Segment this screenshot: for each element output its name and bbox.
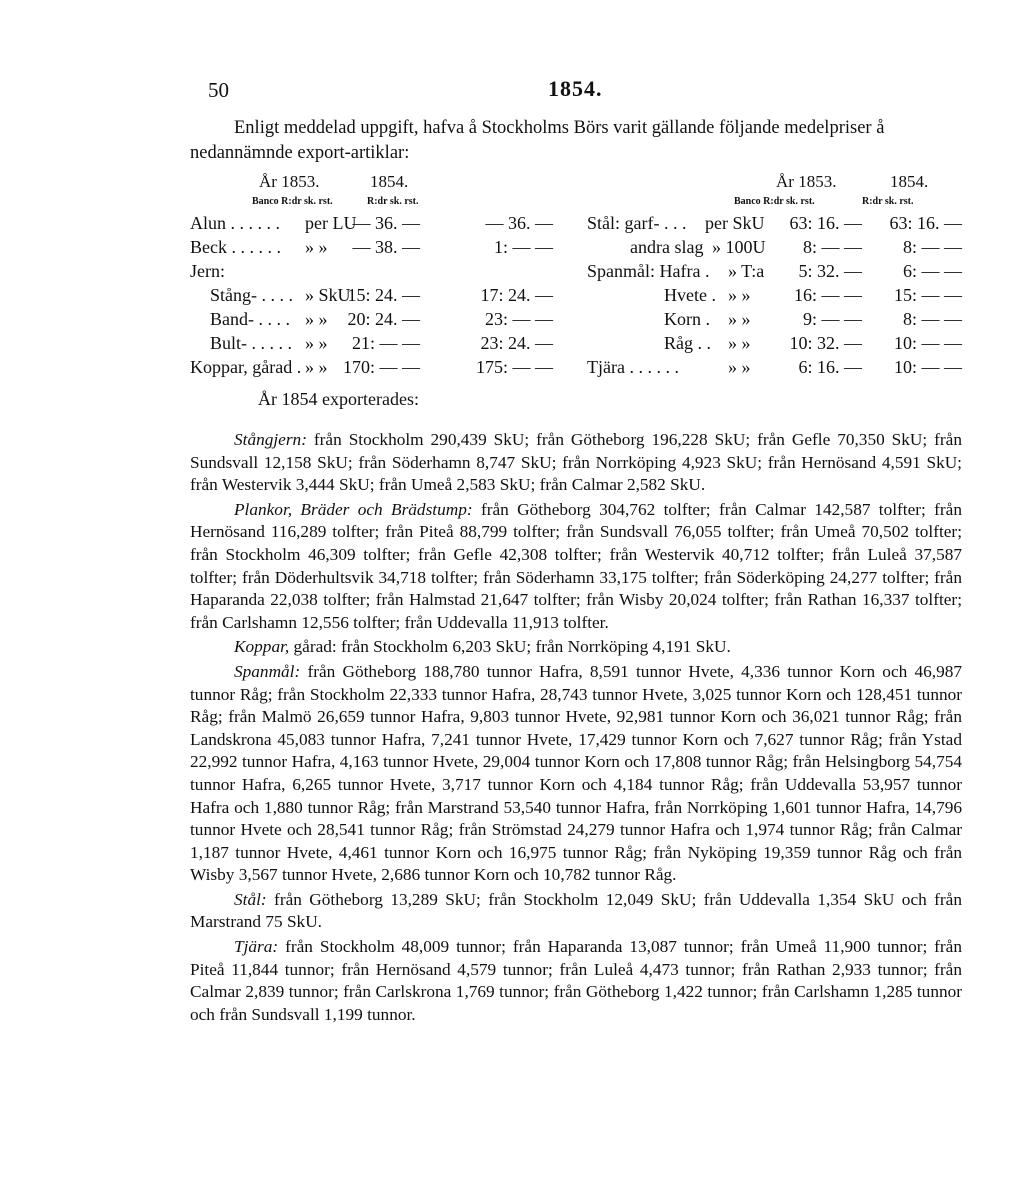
row-price-1853: 16: — — xyxy=(793,285,862,305)
row-price-1854: 10: — — xyxy=(893,357,962,377)
section-lead: Stångjern: xyxy=(234,430,307,449)
left-sub1-header: Banco R:dr sk. rst. xyxy=(252,196,333,207)
row-unit: » » xyxy=(728,333,751,353)
right-sub2-header: R:dr sk. rst. xyxy=(862,196,914,207)
section-text: från Stockholm 290,439 SkU; från Götheborg 196,228 SkU; från Gefle 70,350 SkU; från Sundsvall 12,158 SkU; från Söderhamn 8,747 SkU; från Norrköping 4,923 SkU; från Hernösand 4,591 SkU; från Westervik 3,444 SkU; från Umeå 2,583 SkU; från Calmar 2,582 SkU. xyxy=(190,430,962,495)
section-stangjern xyxy=(190,429,962,497)
section-tjara xyxy=(190,936,962,1026)
row-name: Bult- . . . . . xyxy=(210,333,293,353)
right-sub1-header: Banco R:dr sk. rst. xyxy=(734,196,815,207)
row-price-1854: 23: 24. — xyxy=(480,333,553,353)
row-name: Hvete . xyxy=(664,285,716,305)
row-price-1854: 8: — — xyxy=(902,309,962,329)
row-price-1854: 15: — — xyxy=(893,285,962,305)
row-unit: » » xyxy=(305,237,328,257)
row-name: Band- . . . . xyxy=(210,309,290,329)
row-price-1853: 10: 32. — xyxy=(789,333,862,353)
row-price-1853: 21: — — xyxy=(351,333,420,353)
row-price-1854: — 36. — xyxy=(485,213,553,233)
right-year1-header: År 1853. xyxy=(776,172,837,191)
left-sub2-header: R:dr sk. rst. xyxy=(367,196,419,207)
row-price-1854: 10: — — xyxy=(893,333,962,353)
section-lead: Koppar, xyxy=(234,637,290,657)
row-price-1854: 23: — — xyxy=(484,309,553,329)
row-price-1854: 17: 24. — xyxy=(480,285,553,305)
row-name: Alun . . . . . . xyxy=(190,213,280,233)
page-number: 50 xyxy=(208,78,229,102)
row-unit: per SkU xyxy=(705,213,765,233)
section-text: från Götheborg 188,780 tunnor Hafra, 8,591 tunnor Hvete, 4,336 tunnor Korn och 46,987 tunnor Råg; från Stockholm 22,333 tunnor Hafra, 28,743 tunnor Hvete, 3,025 tunnor Korn och 128,451 tunnor Råg; från Malmö 26,659 tunnor Hafra, 9,803 tunnor Hvete, 92,981 tunnor Korn och 36,021 tunnor Råg; från Landskrona 45,083 tunnor Hafra, 7,241 tunnor Hvete, 17,429 tunnor Korn och 7,627 tunnor Råg; från Ystad 22,992 tunnor Hafra, 4,163 tunnor Hvete, 29,004 tunnor Korn och 17,808 tunnor Råg; från Helsingborg 54,754 tunnor Hafra, 6,265 tunnor Hvete, 3,717 tunnor Korn och 4,184 tunnor Råg; från Uddevalla 53,957 tunnor Hafra och 1,880 tunnor Råg; från Marstrand 53,540 tunnor Hafra, från Norrköping 1,601 tunnor Hafra, 14,796 tunnor Hvete och 28,541 tunnor Råg; från Strömstad 24,279 tunnor Hafra och 1,974 tunnor Råg; från Calmar 1,187 tunnor Hvete, 4,461 tunnor Korn och 16,975 tunnor Råg; från Nyköping 19,359 tunnor Råg och från Wisby 3,567 tunnor Hvete, 2,686 tunnor Korn och 10,782 tunnor Råg. xyxy=(190,661,962,885)
row-unit: » T:a xyxy=(728,261,765,281)
row-unit: » » xyxy=(305,309,328,329)
row-name: andra slag xyxy=(630,237,704,257)
row-unit: » 100U xyxy=(712,237,766,257)
row-price-1853: 170: — — xyxy=(342,357,420,377)
section-text: från Götheborg 304,762 tolfter; från Calmar 142,587 tolfter; från Hernösand 116,289 tolfter; från Piteå 88,799 tolfter; från Sundsvall 76,055 tolfter; från Umeå 70,502 tolfter; från Stockholm 46,309 tolfter; från Gefle 42,308 tolfter; från Westervik 40,712 tolfter; från Luleå 37,587 tolfter; från Döderhultsvik 34,718 tolfter; från Söderhamn 33,175 tolfter; från Söderköping 24,277 tolfter; från Haparanda 22,038 tolfter; från Halmstad 21,647 tolfter; från Wisby 20,024 tolfter; från Rathan 16,337 tolfter; från Carlshamn 12,556 tolfter; från Uddevalla 11,913 tolfter. xyxy=(190,499,962,632)
row-price-1853: 63: 16. — xyxy=(789,213,862,233)
row-unit: » » xyxy=(305,357,328,377)
row-price-1853: 15: 24. — xyxy=(347,285,420,305)
section-text: gårad: från Stockholm 6,203 SkU; från Norrköping 4,191 SkU. xyxy=(289,637,731,657)
row-unit: » » xyxy=(728,357,751,377)
left-year2-header: 1854. xyxy=(370,172,409,191)
row-name: Spanmål: Hafra . xyxy=(587,261,710,281)
section-spanmal xyxy=(190,661,962,887)
row-name: Jern: xyxy=(190,261,225,281)
section-plankor xyxy=(190,499,962,635)
row-price-1853: 9: — — xyxy=(802,309,862,329)
page-year-heading: 1854. xyxy=(548,76,603,101)
row-unit: » » xyxy=(305,333,328,353)
row-price-1853: 8: — — xyxy=(802,237,862,257)
row-price-1854: 1: — — xyxy=(493,237,553,257)
row-name: Beck . . . . . . xyxy=(190,237,281,257)
section-lead: Tjära: xyxy=(234,937,279,957)
section-text: från Stockholm 48,009 tunnor; från Haparanda 13,087 tunnor; från Umeå 11,900 tunnor; från Piteå 11,844 tunnor; från Hernösand 4,579 tunnor; från Luleå 4,473 tunnor; från Rathan 2,933 tunnor; från Calmar 2,839 tunnor; från Carlskrona 1,769 tunnor; från Götheborg 1,422 tunnor; från Carlshamn 1,285 tunnor och från Sundsvall 1,199 tunnor. xyxy=(190,937,962,1024)
row-name: Stål: garf- . . . xyxy=(587,213,687,233)
row-price-1853: 6: 16. — xyxy=(798,357,862,377)
row-name: Koppar, gårad . xyxy=(190,357,302,377)
row-price-1854: 175: — — xyxy=(475,357,553,377)
section-lead: Spanmål: xyxy=(234,661,301,681)
row-name: Korn . xyxy=(664,309,710,329)
row-name: Stång- . . . . xyxy=(210,285,293,305)
left-year1-header: År 1853. xyxy=(259,172,320,191)
row-price-1853: — 38. — xyxy=(352,237,420,257)
exported-heading: År 1854 exporterades: xyxy=(258,389,419,409)
row-unit: » SkU xyxy=(305,285,351,305)
section-lead: Plankor, Bräder och Brädstump: xyxy=(234,499,473,519)
row-unit: » » xyxy=(728,285,751,305)
row-unit: » » xyxy=(728,309,751,329)
row-price-1854: 8: — — xyxy=(902,237,962,257)
intro-paragraph: Enligt meddelad uppgift, hafva å Stockholms Börs varit gällande följande medelpriser å nedannämnde export-artiklar: xyxy=(190,118,885,163)
section-stal xyxy=(190,889,962,934)
row-price-1853: — 36. — xyxy=(352,213,420,233)
row-price-1854: 6: — — xyxy=(902,261,962,281)
row-price-1853: 20: 24. — xyxy=(347,309,420,329)
row-price-1853: 5: 32. — xyxy=(798,261,862,281)
export-sections xyxy=(190,429,962,1028)
section-lead: Stål: xyxy=(234,889,267,909)
section-text: från Götheborg 13,289 SkU; från Stockholm 12,049 SkU; från Uddevalla 1,354 SkU och från Marstrand 75 SkU. xyxy=(190,889,962,932)
right-year2-header: 1854. xyxy=(890,172,929,191)
row-name: Tjära . . . . . . xyxy=(587,357,679,377)
row-price-1854: 63: 16. — xyxy=(889,213,962,233)
section-koppar xyxy=(190,636,962,659)
row-name: Råg . . xyxy=(664,333,711,353)
row-unit: per LU xyxy=(305,213,357,233)
